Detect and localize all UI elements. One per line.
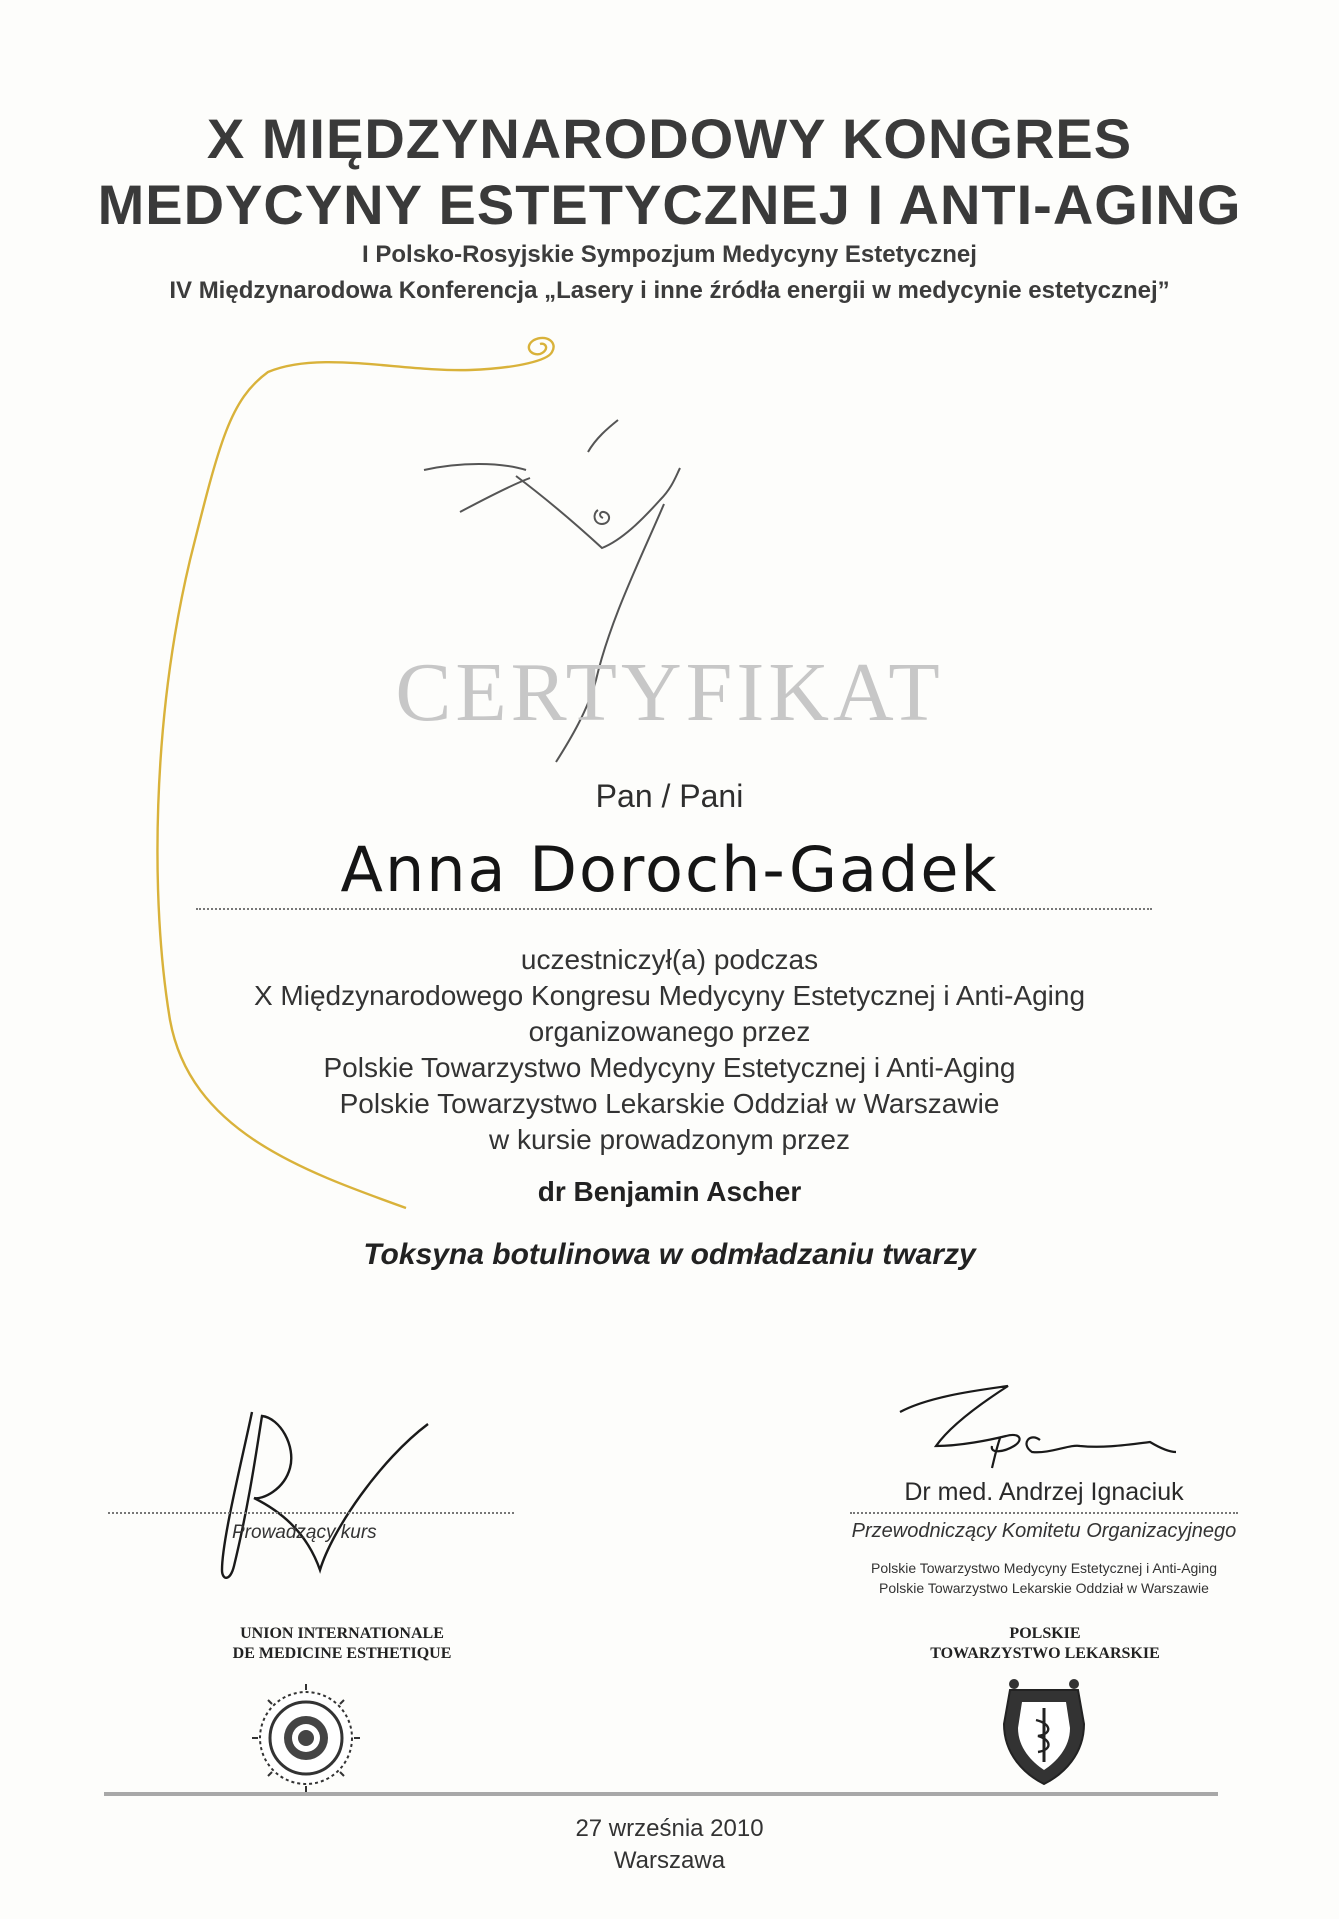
ptl-name-line1: POLSKIE — [1009, 1625, 1081, 1642]
body-line: X Międzynarodowego Kongresu Medycyny Estetycznej i Anti-Aging — [253, 980, 1086, 1011]
lecturer-name: dr Benjamin Ascher — [537, 1176, 802, 1207]
conference-subtitle: IV Międzynarodowa Konferencja „Lasery i inne źródła energii w medycynie estetycznej” — [169, 277, 1170, 304]
footer-date: 27 września 2010 — [575, 1815, 764, 1842]
ptl-crest-icon — [1004, 1679, 1084, 1784]
body-line: Polskie Towarzystwo Lekarskie Oddział w Warszawie — [339, 1088, 1000, 1119]
salutation: Pan / Pani — [595, 778, 744, 814]
course-title: Toksyna botulinowa w odmładzaniu twarzy — [363, 1238, 976, 1271]
signature-left-line — [108, 1512, 514, 1514]
uime-seal-icon — [252, 1684, 360, 1792]
signature-right-line — [850, 1512, 1238, 1514]
signature-right — [900, 1386, 1176, 1468]
ptl-name-line2: TOWARZYSTWO LEKARSKIE — [930, 1645, 1160, 1662]
certificate-heading: CERTYFIKAT — [395, 646, 944, 739]
congress-title-line2: MEDYCYNY ESTETYCZNEJ I ANTI-AGING — [97, 173, 1242, 236]
signature-right-org1: Polskie Towarzystwo Medycyny Estetycznej i Anti-Aging — [871, 1560, 1217, 1576]
body-line: Polskie Towarzystwo Medycyny Estetycznej i Anti-Aging — [323, 1052, 1016, 1083]
uime-name — [172, 1624, 512, 1664]
recipient-name: Anna Doroch-Gadek — [340, 833, 999, 906]
signature-right-name: Dr med. Andrzej Ignaciuk — [904, 1478, 1184, 1506]
ptl-name — [880, 1624, 1210, 1664]
signature-left — [222, 1412, 428, 1578]
congress-title-line1: X MIĘDZYNARODOWY KONGRES — [206, 107, 1133, 170]
name-dotted-line — [196, 908, 1152, 910]
uime-name-line1: UNION INTERNATIONALE — [240, 1625, 444, 1642]
footer-place: Warszawa — [613, 1847, 726, 1874]
body-line: uczestniczył(a) podczas — [520, 944, 819, 975]
symposium-subtitle: I Polsko-Rosyjskie Sympozjum Medycyny Estetycznej — [362, 241, 977, 268]
signature-left-caption: Prowadzący kurs — [232, 1522, 377, 1543]
footer-rule — [104, 1792, 1218, 1796]
signature-right-org2: Polskie Towarzystwo Lekarskie Oddział w Warszawie — [879, 1580, 1209, 1596]
body-line: organizowanego przez — [528, 1016, 811, 1047]
uime-name-line2: DE MEDICINE ESTHETIQUE — [232, 1645, 452, 1662]
signature-right-role: Przewodniczący Komitetu Organizacyjnego — [851, 1520, 1237, 1542]
body-line: w kursie prowadzonym przez — [488, 1124, 851, 1155]
